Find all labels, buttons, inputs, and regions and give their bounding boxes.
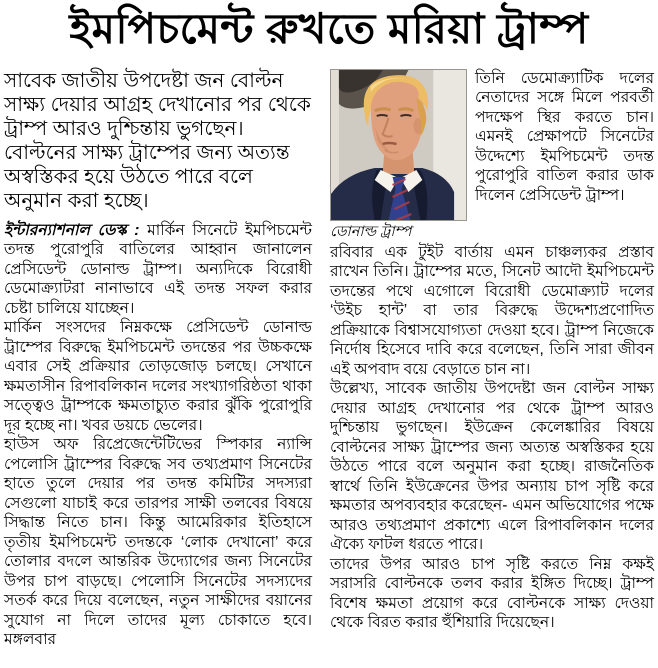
paragraph: তাদের উপর আরও চাপ সৃষ্টি করতে নিম্ন কক্ষই সরাসরি বোল্টনকে তলব করার ইঙ্গিত দিচ্ছে। ট্রাম্প বিশেষ ক্ষমতা প্রয়োগ করে বোল্টনকে সাক্ষ্য দেওয়া থেকে বিরত করার হুঁশিয়ারি দিয়েছেন।	[330, 555, 654, 632]
paragraph-text: মার্কিন সিনেটে ইমপিচমেন্ট তদন্ত পুরোপুরি বাতিলের আহ্বান জানালেন প্রেসিডেন্ট ডোনাল্ড ট্রাম্প। অন্যদিকে বিরোধী ডেমোক্র্যাটরা নানাভাবে এই তদন্ত সফল করার চেষ্টা চালিয়ে যাচ্ছেন।	[4, 221, 313, 317]
photo-caption: ডোনাল্ড ট্রাম্প	[330, 223, 412, 240]
paragraph: হাউস অফ রিপ্রেজেন্টেটিভের স্পিকার ন্যান্সি পেলোসি ট্রাম্পের বিরুদ্ধে সব তথ্যপ্রমাণ সিনেটের হাতে তুলে দেয়ার পর তদন্ত কমিটির সদস্যরা সেগুলো যাচাই করে তারপর সাক্ষী তলবের বিষয়ে সিদ্ধান্ত নিতে চান। কিন্তু আমেরিকার ইতিহাসে তৃতীয় ইমপিচমেন্ট তদন্তকে ‘লোক দেখানো’ করে তোলার বদলে আন্তরিক উদ্যোগের জন্য সিনেটের উপর চাপ বাড়ছে। পেলোসি সিনেটের সদস্যদের সতর্ক করে দিয়ে বলেছেন, নতুন সাক্ষীদের বয়ানের সুযোগ না দিলে তাদের মূল্য চোকাতে হবে। মঙ্গলবার	[4, 436, 312, 649]
dateline: ইন্টারন্যাশনাল ডেস্ক :	[4, 221, 140, 239]
paragraph: রবিবার এক টুইট বার্তায় এমন চাঞ্চল্যকর প্রস্তাব রাখেন তিনি। ট্রাম্পের মতে, সিনেট আদৌ ইমপিচমেন্ট তদন্তের পথে এগোলে বিরোধী ডেমোক্র্যাট দলের ‘উইচ হান্ট’ বা তার বিরুদ্ধে উদ্দেশ্যপ্রণোদিত প্রক্রিয়াকে বিশ্বাসযোগ্যতা দেওয়া হবে। ট্রাম্প নিজেকে নির্দোষ হিসেবে দাবি করে বলেছেন, তিনি সারা জীবন এই অপবাদ বয়ে বেড়াতে চান না।	[330, 243, 654, 378]
right-column	[330, 69, 654, 650]
article-lead: সাবেক জাতীয় উপদেষ্টা জন বোল্টন সাক্ষ্য দেয়ার আগ্রহ দেখানোর পর থেকে ট্রাম্প আরও দুশ্চিন্তায় ভুগছেন। বোল্টনের সাক্ষ্য ট্রাম্পের জন্য অত্যন্ত অস্বস্তিকর হয়ে উঠতে পারে বলে অনুমান করা হচ্ছে।	[4, 69, 311, 212]
paragraph	[4, 221, 312, 319]
article-headline: ইমপিচমেন্ট রুখতে মরিয়া ট্রাম্প	[69, 5, 589, 52]
paragraph: উল্লেখ্য, সাবেক জাতীয় উপদেষ্টা জন বোল্টন সাক্ষ্য দেয়ার আগ্রহ দেখানোর পর থেকে ট্রাম্প আরও দুশ্চিন্তায় ভুগছেন। ইউক্রেন কেলেঙ্কারির বিষয়ে বোল্টনের সাক্ষ্য ট্রাম্পের জন্য অত্যন্ত অস্বস্তিকর হয়ে উঠতে পারে বলে অনুমান করা হচ্ছে। রাজনৈতিক স্বার্থে তিনি ইউক্রেনের উপর অন্যায় চাপ সৃষ্টি করে ক্ষমতার অপব্যবহার করেছেন- এমন অভিযোগের পক্ষে আরও তথ্যপ্রমাণ প্রকাশ্যে এলে রিপাবলিকান দলের ঐক্যে ফাটল ধরতে পারে।	[330, 380, 654, 554]
paragraph-beside-photo: তিনি ডেমোক্র্যাটিক দলের নেতাদের সঙ্গে মিলে পরবর্তী পদক্ষেপ স্থির করতে চান। এমনই প্রেক্ষাপটে সিনেটের উদ্দেশ্যে ইমপিচমেন্ট তদন্ত পুরোপুরি বাতিল করার ডাক দিলেন প্রেসিডেন্ট ট্রাম্প।	[475, 69, 654, 204]
article-columns	[4, 69, 654, 650]
left-column	[4, 69, 312, 650]
photo-row	[330, 69, 654, 241]
trump-photo	[330, 69, 467, 221]
trump-photo-figure	[330, 69, 467, 241]
trump-portrait-illustration	[331, 70, 466, 220]
paragraph: মার্কিন সংসদের নিম্নকক্ষে প্রেসিডেন্ট ডোনাল্ড ট্রাম্পের বিরুদ্ধে ইমপিচমেন্ট তদন্তের পর উচ্চকক্ষে এবার সেই প্রক্রিয়ার তোড়জোড় চলছে। সেখানে ক্ষমতাসীন রিপাবলিকান দলের সংখ্যাগরিষ্ঠতা থাকা সত্ত্বেও ট্রাম্পকে ক্ষমতাচ্যুত করার ঝুঁকি পুরোপুরি দূর হচ্ছে না। খবর ডয়চে ভেলের।	[4, 319, 312, 434]
